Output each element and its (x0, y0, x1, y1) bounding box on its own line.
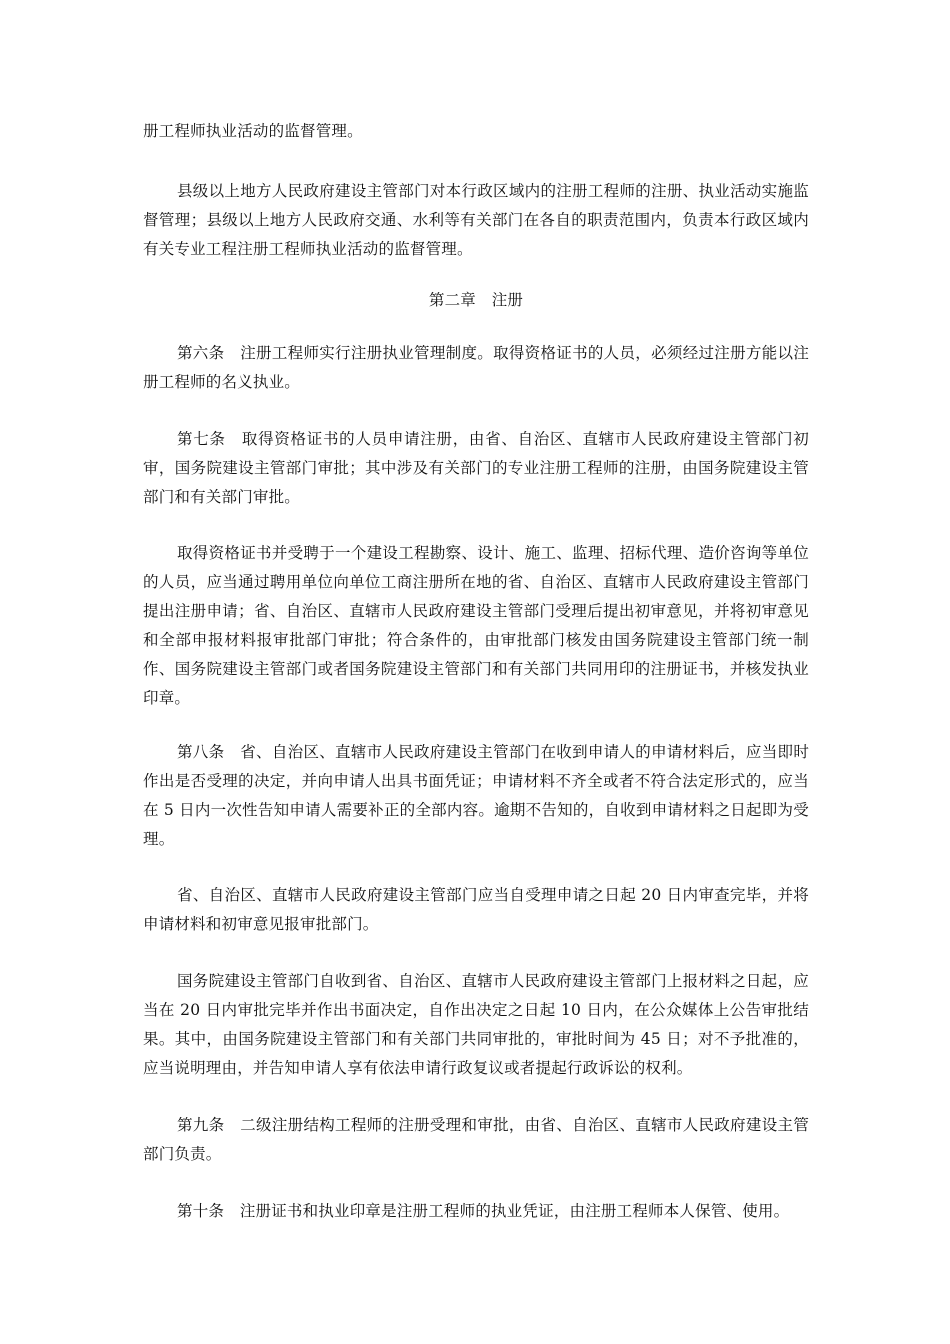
paragraph-text: 册工程师执业活动的监督管理。 (143, 122, 363, 140)
paragraph-continuation (143, 117, 809, 146)
paragraph-text: 国务院建设主管部门自收到省、自治区、直辖市人民政府建设主管部门上报材料之日起，应当在 20 日内审批完毕并作出书面决定，自作出决定之日起 10 日内，在公众媒体上公告审批结果。其中，由国务院建设主管部门和有关部门共同审批的，审批时间为 45 日；对不予批准的，应当说明理由，并告知申请人享有依法申请行政复议或者提起行政诉讼的权利。 (143, 972, 809, 1077)
article-6 (143, 339, 809, 397)
article-text: 取得资格证书的人员申请注册，由省、自治区、直辖市人民政府建设主管部门初审，国务院建设主管部门审批；其中涉及有关部门的专业注册工程师的注册，由国务院建设主管部门和有关部门审批。 (143, 430, 809, 506)
article-9 (143, 1111, 809, 1169)
article-label: 第九条 (177, 1116, 225, 1134)
article-text: 注册工程师实行注册执业管理制度。取得资格证书的人员，必须经过注册方能以注册工程师的名义执业。 (143, 344, 810, 391)
chapter-heading (143, 286, 809, 315)
article-8 (143, 738, 809, 854)
article-7-paragraph-2 (143, 539, 809, 713)
article-label: 第八条 (177, 743, 225, 761)
article-text: 省、自治区、直辖市人民政府建设主管部门在收到申请人的申请材料后，应当即时作出是否受理的决定，并向申请人出具书面凭证；申请材料不齐全或者不符合法定形式的，应当在 5 日内一次性告知申请人需要补正的全部内容。逾期不告知的，自收到申请材料之日起即为受理。 (143, 743, 810, 848)
article-label: 第六条 (177, 344, 225, 362)
chapter-heading-text: 第二章 注册 (428, 291, 524, 309)
article-text: 二级注册结构工程师的注册受理和审批，由省、自治区、直辖市人民政府建设主管部门负责。 (143, 1116, 810, 1163)
article-label: 第七条 (177, 430, 226, 448)
article-label: 第十条 (177, 1202, 225, 1220)
article-7 (143, 425, 809, 512)
article-8-paragraph-2 (143, 881, 809, 939)
paragraph-text: 取得资格证书并受聘于一个建设工程勘察、设计、施工、监理、招标代理、造价咨询等单位的人员，应当通过聘用单位向单位工商注册所在地的省、自治区、直辖市人民政府建设主管部门提出注册申请；省、自治区、直辖市人民政府建设主管部门受理后提出初审意见，并将初审意见和全部申报材料报审批部门审批；符合条件的，由审批部门核发由国务院建设主管部门统一制作、国务院建设主管部门或者国务院建设主管部门和有关部门共同用印的注册证书，并核发执业印章。 (143, 544, 809, 707)
paragraph-text: 省、自治区、直辖市人民政府建设主管部门应当自受理申请之日起 20 日内审查完毕，并将申请材料和初审意见报审批部门。 (143, 886, 809, 933)
article-10 (143, 1197, 809, 1226)
paragraph-text: 县级以上地方人民政府建设主管部门对本行政区域内的注册工程师的注册、执业活动实施监督管理；县级以上地方人民政府交通、水利等有关部门在各自的职责范围内，负责本行政区域内有关专业工程注册工程师执业活动的监督管理。 (143, 182, 809, 258)
article-8-paragraph-3 (143, 967, 809, 1083)
paragraph-supervision (143, 177, 809, 264)
article-text: 注册证书和执业印章是注册工程师的执业凭证，由注册工程师本人保管、使用。 (239, 1202, 790, 1220)
